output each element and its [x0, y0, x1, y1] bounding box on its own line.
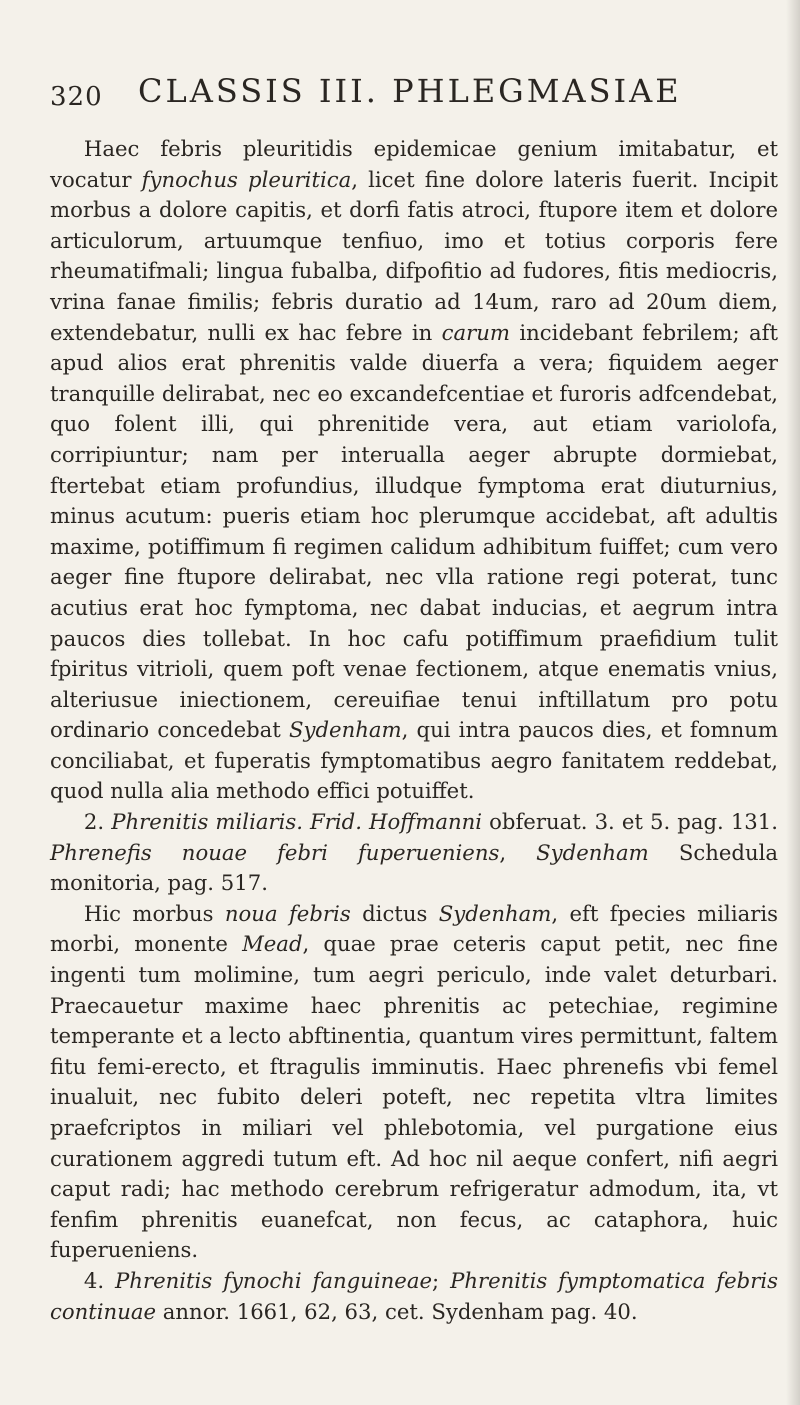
text-run: Schedula monitoria, pag. 517.: [50, 839, 778, 896]
text-run: , licet fine dolore lateris fuerit. Incipit morbus a dolore capitis, et dorfi fatis atroci, ftupore item et dolore articulorum, artuumque tenfiuo, imo et totius corporis fere rheumatifmali; lingua fubalba, difpofitio ad fudores, fitis mediocris, vrina fanae fimilis; febris duratio ad 14um, raro ad 20um diem, extendebatur, nulli ex hac febre in: [50, 166, 778, 345]
paragraph-phrenitis-miliaris: [50, 807, 778, 899]
text-run: , eft fpecies miliaris morbi, monente: [50, 900, 779, 957]
text-run-italic: carum: [441, 319, 511, 345]
text-run: incidebant febrilem; aft apud alios erat phrenitis valde diuerfa a vera; fiquidem aeger tranquille delirabat, nec eo excandefcentiae et furoris adfcendebat, quo folent illi, qui phrenitide vera, aut etiam variolofa, corripiuntur; nam per interualla aeger abrupte dormiebat, ftertebat etiam profundius, illudque fymptoma erat diuturnius, minus acutum: pueris etiam hoc plerumque accidebat, aft adultis maxime, potiffimum fi regimen calidum adhibitum fuiffet; cum vero aeger fine ftupore delirabat, nec vlla ratione regi poterat, tunc acutius erat hoc fymptoma, nec dabat inducias, et aegrum intra paucos dies tollebat. In hoc cafu potiffimum praefidium tulit fpiritus vitrioli, quem poft venae fectionem, atque enematis vnius, alteriusue iniectionem, cereuifiae tenui inftillatum pro potu ordinario concedebat: [50, 319, 779, 743]
text-run: obferuat. 3. et 5. pag. 131.: [482, 809, 778, 835]
text-run: , quae prae ceteris caput petit, nec fine ingenti tum molimine, tum aegri periculo, inde valet deturbari. Praecauetur maxime haec phrenitis ac petechiae, regimine temperante et a lecto abftinentia, quantum vires permittunt, faltem fitu femi-erecto, et ftragulis imminutis. Haec phrenefis vbi femel inualuit, nec fubito deleri poteft, nec repetita vltra limites praefcriptos in miliari vel phlebotomia, vel purgatione eius curationem aggredi tutum eft. Ad hoc nil aeque confert, nifi aegri caput radi; hac methodo cerebrum refrigeratur admodum, ita, vt fenfim phrenitis euanefcat, non fecus, ac cataphora, huic fuperueniens.: [50, 931, 778, 1263]
text-run-italic: Phrenitis miliaris. Frid. Hoffmanni: [111, 809, 483, 835]
text-run-italic: Phrenefis nouae febri fuperueniens: [50, 839, 500, 865]
body-text: [50, 134, 778, 1327]
running-head: CLASSIS III. PHLEGMASIAE: [138, 72, 682, 110]
text-run: annor. 1661, 62, 63, cet. Sydenham pag. 40.: [156, 1298, 638, 1324]
paragraph-phrenitis-synochi: [50, 1266, 778, 1327]
page-number: 320: [50, 82, 103, 112]
text-run: ;: [432, 1267, 451, 1293]
text-run: 2.: [83, 809, 112, 835]
text-run: Hic morbus: [83, 900, 225, 926]
text-run-italic: Sydenham: [289, 717, 402, 743]
page-edge-shadow: [786, 0, 800, 1405]
paragraph-noua-febris: [50, 899, 778, 1266]
text-run-italic: fynochus pleuritica: [141, 166, 352, 192]
text-run-italic: Sydenham: [438, 900, 552, 926]
paragraph-synochus-description: [50, 134, 778, 807]
text-run: , qui intra paucos dies, et fomnum conciliabat, et fuperatis fymptomatibus aegro fanitatem reddebat, quod nulla alia methodo effici potuiffet.: [50, 717, 778, 804]
text-run: 4.: [83, 1267, 116, 1293]
text-run: Haec febris pleuritidis epidemicae genium imitabatur, et vocatur: [50, 136, 778, 192]
text-run-italic: Phrenitis fymptomatica febris continuae: [50, 1267, 779, 1324]
text-run: ,: [499, 839, 537, 865]
text-run-italic: Mead: [242, 931, 303, 957]
text-run-italic: Phrenitis fynochi fanguineae: [115, 1267, 432, 1293]
text-run-italic: noua febris: [224, 900, 351, 926]
text-run: dictus: [350, 900, 439, 926]
text-run-italic: Sydenham: [536, 839, 649, 865]
page-header: [50, 72, 778, 116]
